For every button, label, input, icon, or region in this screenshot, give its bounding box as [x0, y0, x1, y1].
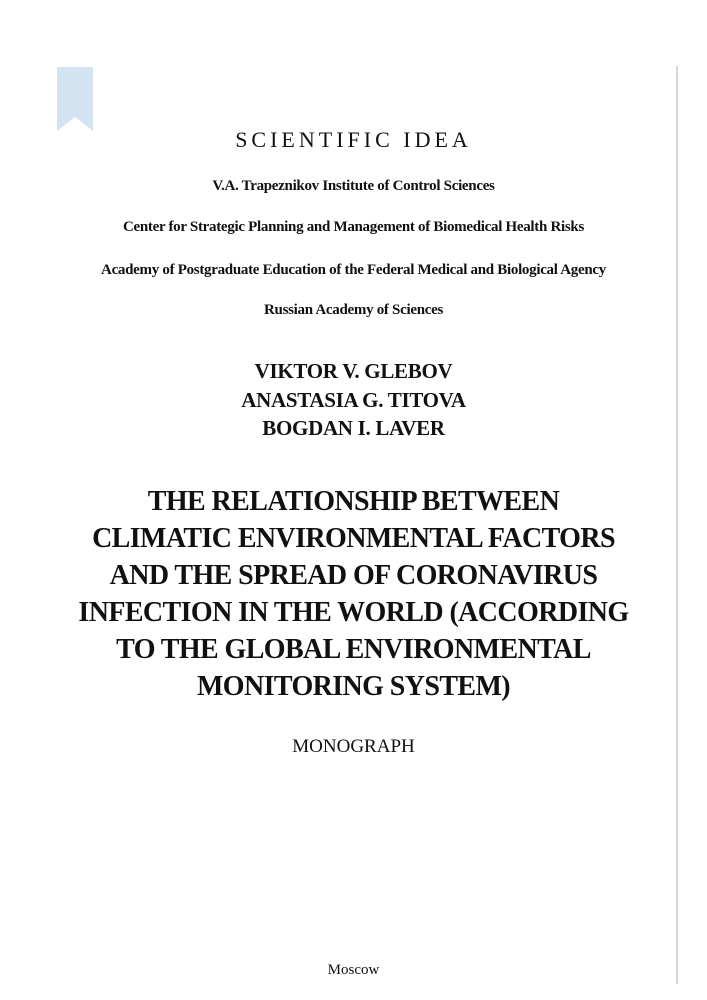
title-line: CLIMATIC ENVIRONMENTAL FACTORS	[92, 523, 615, 554]
book-title	[0, 483, 707, 705]
title-line: TO THE GLOBAL ENVIRONMENTAL	[116, 634, 591, 665]
bookmark-icon[interactable]	[57, 67, 93, 131]
institution-line: Academy of Postgraduate Education of the Federal Medical and Biological Agency	[101, 262, 606, 278]
institution-line: Russian Academy of Sciences	[264, 302, 443, 318]
author-name: ANASTASIA G. TITOVA	[241, 388, 466, 412]
title-line: THE RELATIONSHIP BETWEEN	[147, 486, 560, 517]
institution-line: Center for Strategic Planning and Management of Biomedical Health Risks	[122, 219, 585, 235]
title-line: INFECTION IN THE WORLD (ACCORDING	[78, 597, 629, 628]
author-name: VIKTOR V. GLEBOV	[254, 359, 453, 383]
title-line: MONITORING SYSTEM)	[196, 671, 511, 702]
genre-label: MONOGRAPH	[292, 736, 415, 757]
title-line: AND THE SPREAD OF CORONAVIRUS	[109, 560, 598, 591]
author-name: BOGDAN I. LAVER	[262, 416, 445, 440]
series-title: SCIENTIFIC IDEA	[235, 127, 472, 152]
institution-line: V.A. Trapeznikov Institute of Control Sciences	[212, 178, 495, 194]
publication-city: Moscow	[327, 962, 380, 978]
